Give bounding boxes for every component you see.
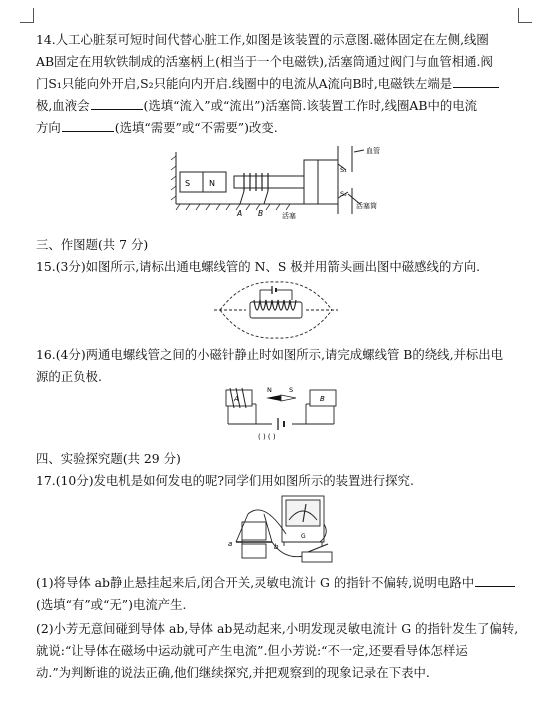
q17-generator-figure <box>224 494 342 570</box>
q14-answer-blank-2[interactable] <box>91 96 143 110</box>
fig16-label-s: S <box>289 386 294 394</box>
fig16-label-b: B <box>320 395 325 403</box>
q14-line-4a: 极,血液会 <box>36 98 90 113</box>
fig16-needle-n <box>266 395 281 401</box>
fig14-label-s2: S₂ <box>340 190 347 198</box>
fig14-label-n: N <box>209 179 215 188</box>
q17-part2-line-1: (2)小芳无意间碰到导体 ab,导体 ab晃动起来,小明发现灵敏电流计 G 的指针发生了偏转, <box>36 621 519 636</box>
fig17-label-b: b <box>274 543 279 551</box>
fig17-label-g: G <box>301 533 306 540</box>
q17-part2-line-3: 动.”为判断谁的说法正确,他们继续探究,并把观察到的现象记录在下表中. <box>36 665 430 680</box>
q15-text: 15.(3分)如图所示,请标出通电螺线管的 N、S 极并用箭头画出图中磁感线的方向. <box>36 259 481 274</box>
fig16-needle-s <box>281 395 296 401</box>
q17-part1-line-1 <box>36 572 518 594</box>
q14-heart-pump-figure <box>168 142 400 222</box>
fig14-label-blood-vessel: 血管 <box>366 147 380 155</box>
fig17-label-a: a <box>228 540 233 548</box>
fig16-label-a: A <box>234 395 239 403</box>
q17-answer-blank-1[interactable] <box>475 573 515 587</box>
q17-intro: 17.(10分)发电机是如何发电的呢?同学们用如图所示的装置进行探究. <box>36 473 414 488</box>
q16-line-1: 16.(4分)两通电螺线管之间的小磁针静止时如图所示,请完成螺线管 B的绕线,并标出电 <box>36 347 504 362</box>
fig14-label-piston: 活塞 <box>282 212 296 220</box>
q15-solenoid-figure <box>212 278 340 342</box>
fig14-label-s1: S₁ <box>340 166 347 174</box>
fig14-label-a: A <box>237 209 243 218</box>
corner-mark-left-v <box>33 8 34 22</box>
q17-part2-line-2: 就说:“让导体在磁场中运动就可产生电流”.但小芳说:“不一定,还要看导体怎样运 <box>36 643 468 658</box>
q16-line-2: 源的正负极. <box>36 369 102 384</box>
q17-part1-line-2: (选填“有”或“无”)电流产生. <box>36 597 187 612</box>
fig14-label-piston-tube: 活塞筒 <box>356 202 377 210</box>
fig16-label-paren: ( ) ( ) <box>258 433 276 441</box>
q14-line-2: AB固定在用软铁制成的活塞柄上(相当于一个电磁铁),活塞筒通过阀门与血管相通.阀 <box>36 54 493 69</box>
q14-line-5 <box>36 117 518 139</box>
fig14-label-b: B <box>258 209 264 218</box>
fig14-label-s: S <box>185 179 191 188</box>
corner-mark-left-h <box>20 22 34 23</box>
q14-line-3 <box>36 73 518 95</box>
section-3-title: 三、作图题(共 7 分) <box>36 237 149 252</box>
q14-line-5a: 方向 <box>36 120 61 135</box>
q14-line-5b: (选填“需要”或“不需要”)改变. <box>114 120 278 135</box>
q14-line-1: 14.人工心脏泵可短时间代替心脏工作,如图是该装置的示意图.磁体固定在左侧,线圈 <box>36 32 489 47</box>
corner-mark-right-h <box>518 22 532 23</box>
q14-answer-blank-3[interactable] <box>62 118 114 132</box>
corner-mark-right-v <box>518 8 519 22</box>
q17-part1-text-a: (1)将导体 ab静止悬挂起来后,闭合开关,灵敏电流计 G 的指针不偏转,说明电路中 <box>36 575 475 590</box>
q14-answer-blank-1[interactable] <box>453 74 499 88</box>
q14-line-4 <box>36 95 518 117</box>
section-4-title: 四、实验探究题(共 29 分) <box>36 451 181 466</box>
q14-line-4b: (选填“流入”或“流出”)活塞筒.该装置工作时,线圈AB中的电流 <box>143 98 478 113</box>
fig16-label-n: N <box>267 386 272 394</box>
q14-line-3-text: 门S₁只能向外开启,S₂只能向内开启.线圈中的电流从A流向B时,电磁铁左端是 <box>36 76 453 91</box>
q16-two-solenoids-figure <box>222 384 342 442</box>
